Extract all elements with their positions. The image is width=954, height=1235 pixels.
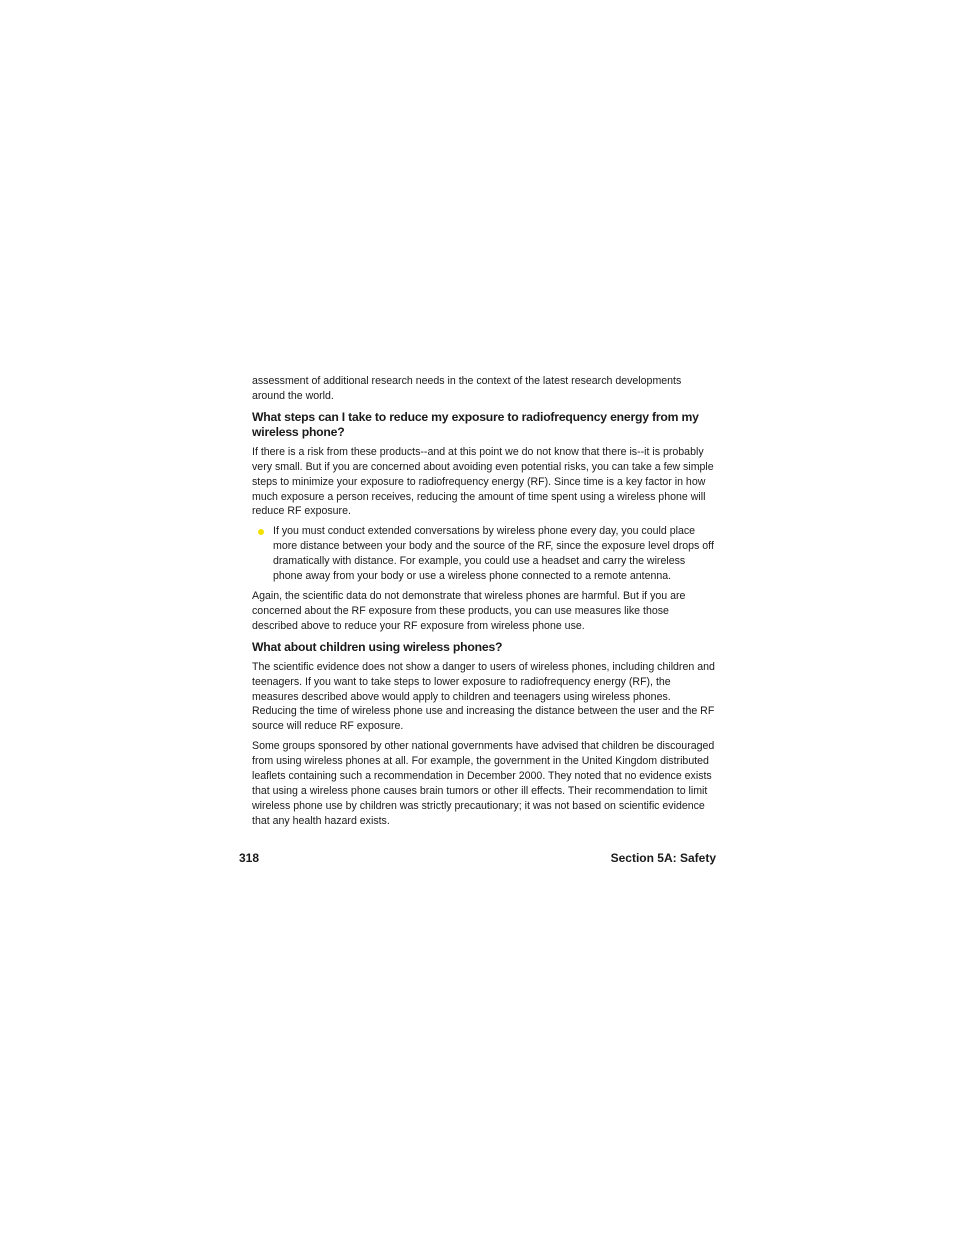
bullet-list [252,524,716,584]
reduce-exposure-paragraph: If there is a risk from these products--and at this point we do not know that there is--it is probably very small. But if you are concerned about avoiding even potential risks, you can take a few simple steps to minimize your exposure to radiofrequency energy (RF). Since time is a key factor in how much exposure a person receives, reducing the amount of time spent using a wireless phone will reduce RF exposure. [252,445,714,518]
page-footer [239,851,716,865]
section-heading-children: What about children using wireless phones? [252,639,503,654]
intro-paragraph: assessment of additional research needs in the context of the latest research developments around the world. [252,375,682,402]
page-number: 318 [239,851,260,865]
children-paragraph-1: The scientific evidence does not show a danger to users of wireless phones, including children and teenagers. If you want to take steps to lower exposure to radiofrequency energy (RF), the measures described above would apply to children and teenagers using wireless phones. Reducing the time of wireless phone use and increasing the distance between the user and the RF source will reduce RF exposure. [252,660,715,733]
children-paragraph-2: Some groups sponsored by other national governments have advised that children be discouraged from using wireless phones at all. For example, the government in the United Kingdom distributed leaflets containing such a recommendation in December 2000. They noted that no evidence exists that using a wireless phone causes brain tumors or other ill effects. Their recommendation to limit wireless phone use by children was strictly precautionary; it was not based on scientific evidence that any health hazard exists. [252,740,715,827]
bullet-text: If you must conduct extended conversations by wireless phone every day, you could place more distance between your body and the source of the RF, since the exposure level drops off dramatically with distance. For example, you could use a headset and carry the wireless phone away from your body or use a wireless phone connected to a remote antenna. [273,525,714,583]
reduce-exposure-closing: Again, the scientific data do not demonstrate that wireless phones are harmful. But if you are concerned about the RF exposure from these products, you can use measures like those described above to reduce your RF exposure from wireless phone use. [252,589,686,632]
bullet-icon [258,529,264,535]
page-body [252,374,716,834]
section-heading-reduce-exposure: What steps can I take to reduce my exposure to radiofrequency energy from my wireless phone? [252,409,699,439]
list-item [252,524,716,584]
section-label: Section 5A: Safety [610,851,716,865]
